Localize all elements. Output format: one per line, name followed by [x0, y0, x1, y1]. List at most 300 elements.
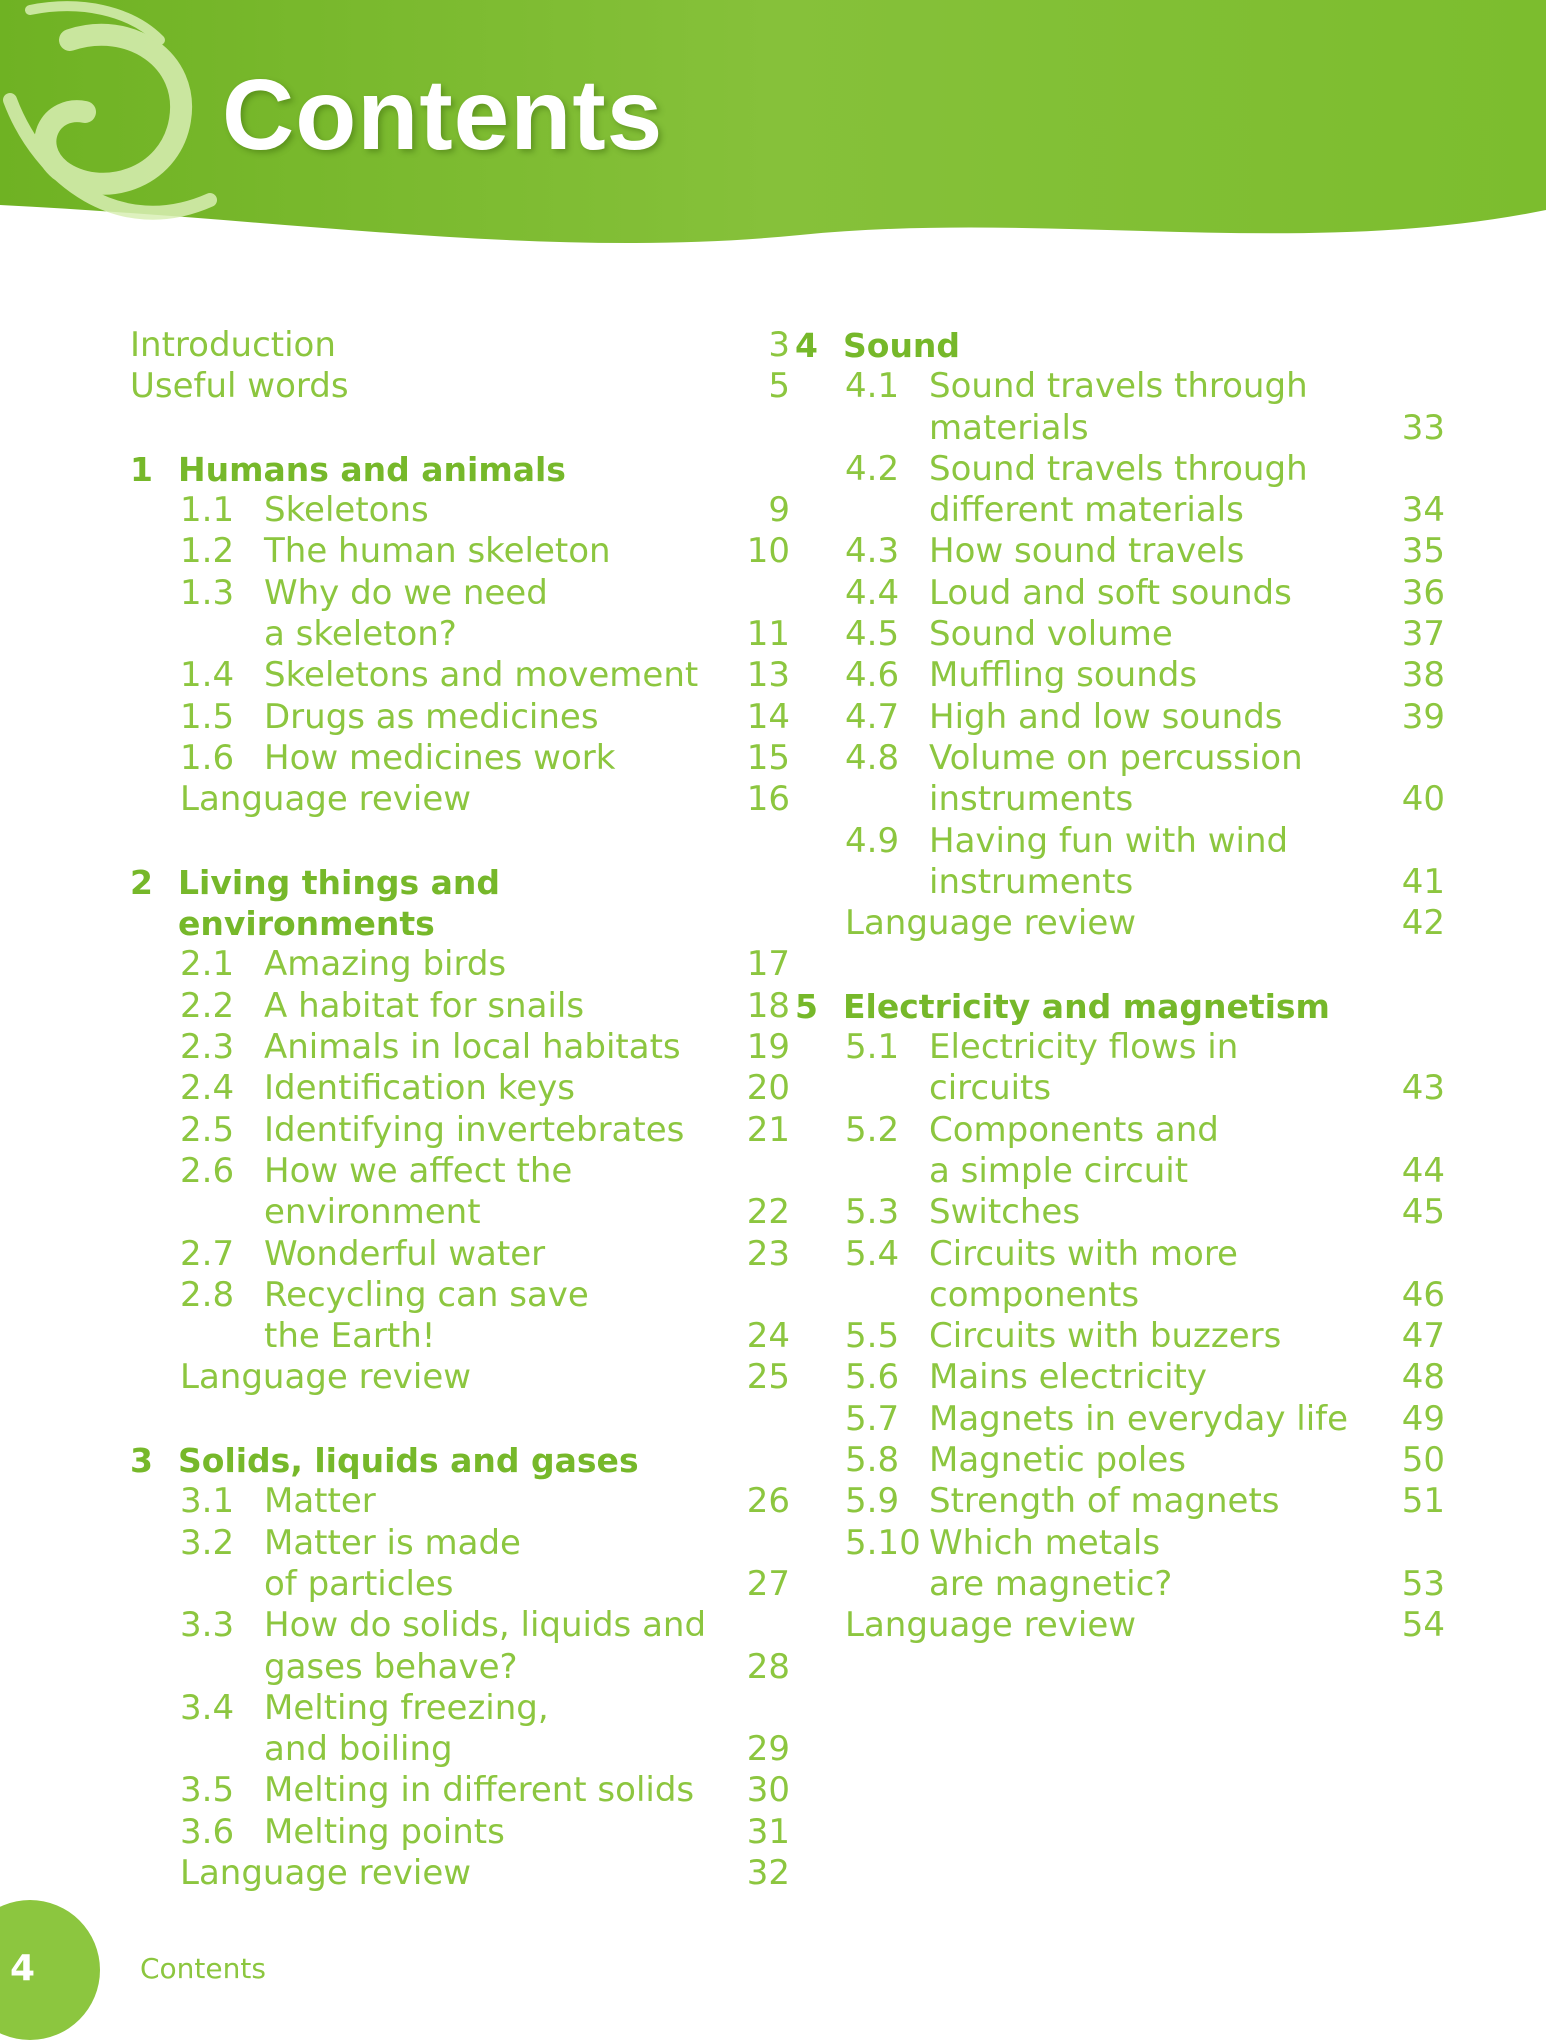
item-number: 4.1 — [845, 366, 900, 407]
item-body — [929, 1357, 1445, 1398]
item-number: 5.3 — [845, 1192, 900, 1233]
toc-item[interactable] — [795, 573, 1445, 614]
item-line — [264, 655, 790, 696]
item-body — [929, 573, 1445, 614]
unit-title — [178, 862, 790, 945]
item-body — [929, 614, 1445, 655]
unit-heading[interactable] — [130, 862, 790, 945]
item-number: 5.2 — [845, 1109, 900, 1150]
toc-item[interactable] — [130, 944, 790, 985]
item-title-line: Having fun with wind — [929, 820, 1289, 861]
item-body — [264, 1068, 790, 1109]
item-title-line: Identifying invertebrates — [264, 1109, 685, 1150]
item-line — [264, 1234, 790, 1275]
spacer — [130, 408, 790, 449]
item-number: 3.2 — [180, 1522, 235, 1563]
item-page: 14 — [746, 696, 790, 737]
item-number: 3.4 — [180, 1687, 235, 1728]
item-line — [929, 1564, 1445, 1605]
item-title-line: Circuits with more — [929, 1233, 1238, 1274]
item-title-line: Sound travels through — [929, 448, 1308, 489]
item-number: 3.1 — [180, 1481, 235, 1522]
item-number: 2.4 — [180, 1068, 235, 1109]
toc-item[interactable] — [130, 1068, 790, 1109]
item-body — [929, 1316, 1445, 1357]
item-body — [929, 1027, 1445, 1110]
item-page: 30 — [746, 1770, 790, 1811]
item-number: 2.5 — [180, 1109, 235, 1150]
item-line — [929, 1481, 1445, 1522]
toc-item[interactable] — [130, 1812, 790, 1853]
unit-number: 2 — [130, 862, 153, 902]
item-number: 4.4 — [845, 572, 900, 613]
toc-item[interactable] — [795, 614, 1445, 655]
unit-number: 5 — [795, 986, 818, 1026]
item-title-line: Amazing birds — [264, 944, 507, 985]
toc-item[interactable] — [130, 655, 790, 696]
item-title-line: A habitat for snails — [264, 985, 585, 1026]
front-matter-item[interactable] — [130, 366, 790, 407]
item-line — [264, 1647, 790, 1688]
language-review-label: Language review — [180, 1852, 472, 1893]
item-title-line: Muffling sounds — [929, 655, 1198, 696]
item-page: 10 — [746, 531, 790, 572]
item-page: 45 — [1401, 1192, 1445, 1233]
unit-title-line: Humans and animals — [178, 449, 566, 489]
item-page: 53 — [1401, 1563, 1445, 1604]
toc-item[interactable] — [130, 1234, 790, 1275]
item-page: 26 — [746, 1481, 790, 1522]
language-review[interactable] — [130, 1357, 790, 1398]
toc-item[interactable] — [795, 449, 1445, 532]
item-page: 17 — [746, 944, 790, 985]
item-title-line: environment — [264, 1192, 481, 1233]
item-title-line: Volume on percussion — [929, 737, 1303, 778]
toc-item[interactable] — [795, 1399, 1445, 1440]
item-number: 4.2 — [845, 448, 900, 489]
unit-2 — [130, 862, 790, 1399]
spacer — [795, 944, 1445, 985]
item-page: 41 — [1401, 861, 1445, 902]
language-review-page: 54 — [1401, 1605, 1445, 1646]
item-body — [264, 531, 790, 572]
item-number: 5.6 — [845, 1357, 900, 1398]
item-line — [264, 1027, 790, 1068]
page-title: Contents — [222, 59, 664, 171]
item-body — [929, 531, 1445, 572]
item-page: 33 — [1401, 407, 1445, 448]
toc-item[interactable] — [130, 1110, 790, 1151]
item-body — [264, 1151, 790, 1234]
item-body — [929, 821, 1445, 904]
toc-item[interactable] — [130, 1275, 790, 1358]
item-title-line: and boiling — [264, 1729, 453, 1770]
item-title-line: Wonderful water — [264, 1233, 546, 1274]
item-number: 5.7 — [845, 1398, 900, 1439]
item-body — [264, 1688, 790, 1771]
unit-title — [843, 325, 1445, 366]
item-body — [264, 738, 790, 779]
item-title-line: Mains electricity — [929, 1357, 1208, 1398]
item-page: 35 — [1401, 531, 1445, 572]
toc-item[interactable] — [795, 738, 1445, 821]
item-line — [264, 490, 790, 531]
toc-item[interactable] — [130, 697, 790, 738]
item-line — [929, 697, 1445, 738]
item-line — [929, 408, 1445, 449]
item-title-line: components — [929, 1274, 1140, 1315]
item-page: 34 — [1401, 490, 1445, 531]
item-number: 4.7 — [845, 696, 900, 737]
toc-item[interactable] — [130, 573, 790, 656]
unit-3 — [130, 1440, 790, 1894]
unit-number: 3 — [130, 1441, 153, 1481]
language-review-page: 42 — [1401, 903, 1445, 944]
item-number: 5.9 — [845, 1481, 900, 1522]
item-body — [264, 655, 790, 696]
item-line — [929, 1523, 1445, 1564]
item-page: 36 — [1401, 572, 1445, 613]
unit-title — [178, 1440, 790, 1481]
toc-item[interactable] — [130, 1151, 790, 1234]
toc-item[interactable] — [795, 655, 1445, 696]
item-line — [929, 821, 1445, 862]
item-body — [929, 449, 1445, 532]
item-body — [264, 1027, 790, 1068]
item-page: 28 — [746, 1646, 790, 1687]
item-title-line: Magnets in everyday life — [929, 1398, 1349, 1439]
item-body — [929, 655, 1445, 696]
item-title-line: Matter is made — [264, 1522, 521, 1563]
item-body — [264, 1770, 790, 1811]
item-line — [264, 614, 790, 655]
unit-number: 1 — [130, 449, 153, 489]
toc-item[interactable] — [795, 1523, 1445, 1606]
item-line — [264, 1770, 790, 1811]
item-line — [929, 1316, 1445, 1357]
item-page: 38 — [1401, 655, 1445, 696]
item-line — [264, 697, 790, 738]
item-title-line: gases behave? — [264, 1646, 518, 1687]
item-title-line: are magnetic? — [929, 1563, 1173, 1604]
item-title-line: Melting points — [264, 1811, 505, 1852]
toc-item[interactable] — [130, 1027, 790, 1068]
toc-item[interactable] — [795, 1316, 1445, 1357]
item-title-line: Melting freezing, — [264, 1687, 549, 1728]
item-body — [264, 697, 790, 738]
item-title-line: a simple circuit — [929, 1150, 1189, 1191]
item-page: 47 — [1401, 1316, 1445, 1357]
item-body — [264, 573, 790, 656]
item-number: 3.5 — [180, 1770, 235, 1811]
toc-item[interactable] — [795, 1234, 1445, 1317]
item-line — [929, 1399, 1445, 1440]
item-line — [929, 1110, 1445, 1151]
toc-item[interactable] — [795, 697, 1445, 738]
item-line — [929, 449, 1445, 490]
item-body — [264, 1275, 790, 1358]
item-number: 1.4 — [180, 655, 235, 696]
item-line — [264, 986, 790, 1027]
unit-title — [178, 449, 790, 490]
item-body — [929, 1399, 1445, 1440]
item-line — [929, 1192, 1445, 1233]
item-page: 40 — [1401, 779, 1445, 820]
item-body — [264, 1110, 790, 1151]
toc-item[interactable] — [130, 1770, 790, 1811]
spacer — [130, 1399, 790, 1440]
toc-right-column — [795, 325, 1445, 1647]
item-number: 3.3 — [180, 1605, 235, 1646]
language-review[interactable] — [130, 779, 790, 820]
item-title-line: Skeletons and movement — [264, 655, 699, 696]
item-page: 15 — [746, 737, 790, 778]
item-line — [264, 531, 790, 572]
item-number: 4.8 — [845, 737, 900, 778]
item-page: 29 — [746, 1729, 790, 1770]
front-matter-label: Introduction — [130, 325, 336, 365]
item-line — [929, 1440, 1445, 1481]
item-title-line: the Earth! — [264, 1316, 436, 1357]
item-line — [929, 1151, 1445, 1192]
item-title-line: Melting in different solids — [264, 1770, 695, 1811]
item-page: 51 — [1401, 1481, 1445, 1522]
item-line — [264, 1151, 790, 1192]
item-title-line: How do solids, liquids and — [264, 1605, 707, 1646]
toc-item[interactable] — [795, 1027, 1445, 1110]
toc-item[interactable] — [795, 821, 1445, 904]
unit-5 — [795, 986, 1445, 1647]
item-title-line: Electricity flows in — [929, 1027, 1239, 1068]
item-title-line: Loud and soft sounds — [929, 572, 1292, 613]
item-title-line: Matter — [264, 1481, 376, 1522]
item-title-line: Drugs as medicines — [264, 696, 599, 737]
toc-item[interactable] — [795, 1481, 1445, 1522]
unit-title-line: environments — [178, 904, 435, 944]
item-title-line: instruments — [929, 779, 1134, 820]
item-page: 50 — [1401, 1440, 1445, 1481]
item-body — [264, 986, 790, 1027]
item-line — [264, 1688, 790, 1729]
language-review[interactable] — [130, 1853, 790, 1894]
item-page: 21 — [746, 1109, 790, 1150]
item-number: 5.8 — [845, 1440, 900, 1481]
item-body — [929, 1523, 1445, 1606]
item-title-line: different materials — [929, 490, 1244, 531]
item-title-line: The human skeleton — [264, 531, 611, 572]
item-title-line: Components and — [929, 1109, 1219, 1150]
item-number: 2.7 — [180, 1233, 235, 1274]
item-body — [929, 697, 1445, 738]
item-number: 3.6 — [180, 1811, 235, 1852]
toc-item[interactable] — [795, 1192, 1445, 1233]
language-review-label: Language review — [845, 1605, 1137, 1646]
unit-title — [843, 986, 1445, 1027]
item-page: 44 — [1401, 1150, 1445, 1191]
item-line — [929, 655, 1445, 696]
language-review[interactable] — [795, 1605, 1445, 1646]
item-body — [929, 1192, 1445, 1233]
item-body — [929, 1110, 1445, 1193]
item-body — [264, 1812, 790, 1853]
item-line — [264, 1192, 790, 1233]
item-line — [264, 1564, 790, 1605]
toc-item[interactable] — [795, 366, 1445, 449]
item-page: 48 — [1401, 1357, 1445, 1398]
item-body — [929, 738, 1445, 821]
item-body — [264, 490, 790, 531]
unit-heading[interactable] — [795, 986, 1445, 1027]
unit-4 — [795, 325, 1445, 944]
toc-item[interactable] — [795, 531, 1445, 572]
item-number: 2.6 — [180, 1150, 235, 1191]
toc-item[interactable] — [795, 1440, 1445, 1481]
item-page: 37 — [1401, 614, 1445, 655]
item-body — [264, 1234, 790, 1275]
item-line — [929, 573, 1445, 614]
item-title-line: Strength of magnets — [929, 1481, 1280, 1522]
language-review-page: 32 — [746, 1852, 790, 1893]
item-number: 4.5 — [845, 614, 900, 655]
item-title-line: How medicines work — [264, 737, 616, 778]
unit-heading[interactable] — [795, 325, 1445, 366]
item-title-line: Which metals — [929, 1522, 1161, 1563]
item-line — [264, 1068, 790, 1109]
item-page: 27 — [746, 1563, 790, 1604]
toc-item[interactable] — [130, 738, 790, 779]
item-line — [929, 366, 1445, 407]
item-line — [264, 1275, 790, 1316]
front-matter-page: 3 — [768, 325, 790, 365]
item-page: 11 — [746, 614, 790, 655]
header-banner — [0, 0, 1546, 300]
item-number: 4.6 — [845, 655, 900, 696]
item-line — [264, 1110, 790, 1151]
item-number: 1.6 — [180, 737, 235, 778]
item-page: 18 — [746, 985, 790, 1026]
item-body — [264, 1481, 790, 1522]
item-number: 1.2 — [180, 531, 235, 572]
footer-page-number: 4 — [10, 1948, 36, 1989]
item-line — [929, 614, 1445, 655]
unit-number: 4 — [795, 326, 818, 365]
item-line — [929, 1068, 1445, 1109]
item-title-line: High and low sounds — [929, 696, 1283, 737]
item-line — [929, 738, 1445, 779]
item-page: 31 — [746, 1811, 790, 1852]
item-number: 1.3 — [180, 572, 235, 613]
item-title-line: of particles — [264, 1563, 454, 1604]
toc-item[interactable] — [130, 531, 790, 572]
item-number: 1.1 — [180, 490, 235, 531]
toc-left-column — [130, 325, 790, 1894]
toc-item[interactable] — [130, 1523, 790, 1606]
item-title-line: Identification keys — [264, 1068, 575, 1109]
footer-label: Contents — [140, 1952, 266, 1985]
item-line — [929, 779, 1445, 820]
item-title-line: Sound travels through — [929, 366, 1308, 407]
language-review-page: 25 — [746, 1357, 790, 1398]
item-line — [264, 1316, 790, 1357]
item-line — [264, 1605, 790, 1646]
language-review-label: Language review — [180, 1357, 472, 1398]
item-page: 39 — [1401, 696, 1445, 737]
item-title-line: Why do we need — [264, 572, 548, 613]
item-title-line: a skeleton? — [264, 614, 457, 655]
unit-1 — [130, 449, 790, 821]
item-body — [264, 944, 790, 985]
item-title-line: How sound travels — [929, 531, 1245, 572]
item-title-line: Recycling can save — [264, 1274, 589, 1315]
item-title-line: Animals in local habitats — [264, 1027, 681, 1068]
item-title-line: materials — [929, 407, 1089, 448]
item-line — [929, 531, 1445, 572]
item-page: 19 — [746, 1027, 790, 1068]
item-number: 2.3 — [180, 1027, 235, 1068]
item-line — [929, 1234, 1445, 1275]
item-number: 2.8 — [180, 1274, 235, 1315]
item-body — [929, 366, 1445, 449]
item-page: 22 — [746, 1192, 790, 1233]
item-number: 5.5 — [845, 1316, 900, 1357]
item-line — [264, 1481, 790, 1522]
toc-item[interactable] — [795, 1110, 1445, 1193]
spacer — [130, 821, 790, 862]
item-page: 24 — [746, 1316, 790, 1357]
unit-title-line: Sound — [843, 326, 961, 365]
item-number: 4.9 — [845, 820, 900, 861]
toc-item[interactable] — [130, 1688, 790, 1771]
item-title-line: circuits — [929, 1068, 1052, 1109]
item-page: 9 — [768, 490, 790, 531]
item-line — [929, 1027, 1445, 1068]
item-title-line: How we affect the — [264, 1150, 573, 1191]
language-review[interactable] — [795, 903, 1445, 944]
item-title-line: Magnetic poles — [929, 1440, 1186, 1481]
front-matter-page: 5 — [768, 366, 790, 407]
item-line — [929, 1357, 1445, 1398]
language-review-page: 16 — [746, 779, 790, 820]
item-body — [264, 1605, 790, 1688]
item-page: 46 — [1401, 1274, 1445, 1315]
item-title-line: Sound volume — [929, 614, 1173, 655]
item-body — [929, 1440, 1445, 1481]
toc-item[interactable] — [130, 986, 790, 1027]
toc-item[interactable] — [130, 1481, 790, 1522]
item-number: 5.10 — [845, 1522, 921, 1563]
toc-item[interactable] — [130, 1605, 790, 1688]
language-review-label: Language review — [180, 779, 472, 820]
front-matter-item[interactable] — [130, 325, 790, 366]
unit-heading[interactable] — [130, 1440, 790, 1481]
toc-item[interactable] — [795, 1357, 1445, 1398]
item-body — [929, 1481, 1445, 1522]
toc-item[interactable] — [130, 490, 790, 531]
item-body — [264, 1523, 790, 1606]
item-page: 13 — [746, 655, 790, 696]
item-title-line: Circuits with buzzers — [929, 1316, 1282, 1357]
item-line — [264, 1812, 790, 1853]
item-number: 2.2 — [180, 985, 235, 1026]
item-body — [929, 1234, 1445, 1317]
item-title-line: instruments — [929, 861, 1134, 902]
item-number: 5.1 — [845, 1027, 900, 1068]
item-number: 2.1 — [180, 944, 235, 985]
unit-heading[interactable] — [130, 449, 790, 490]
item-number: 5.4 — [845, 1233, 900, 1274]
item-page: 43 — [1401, 1068, 1445, 1109]
item-line — [264, 944, 790, 985]
